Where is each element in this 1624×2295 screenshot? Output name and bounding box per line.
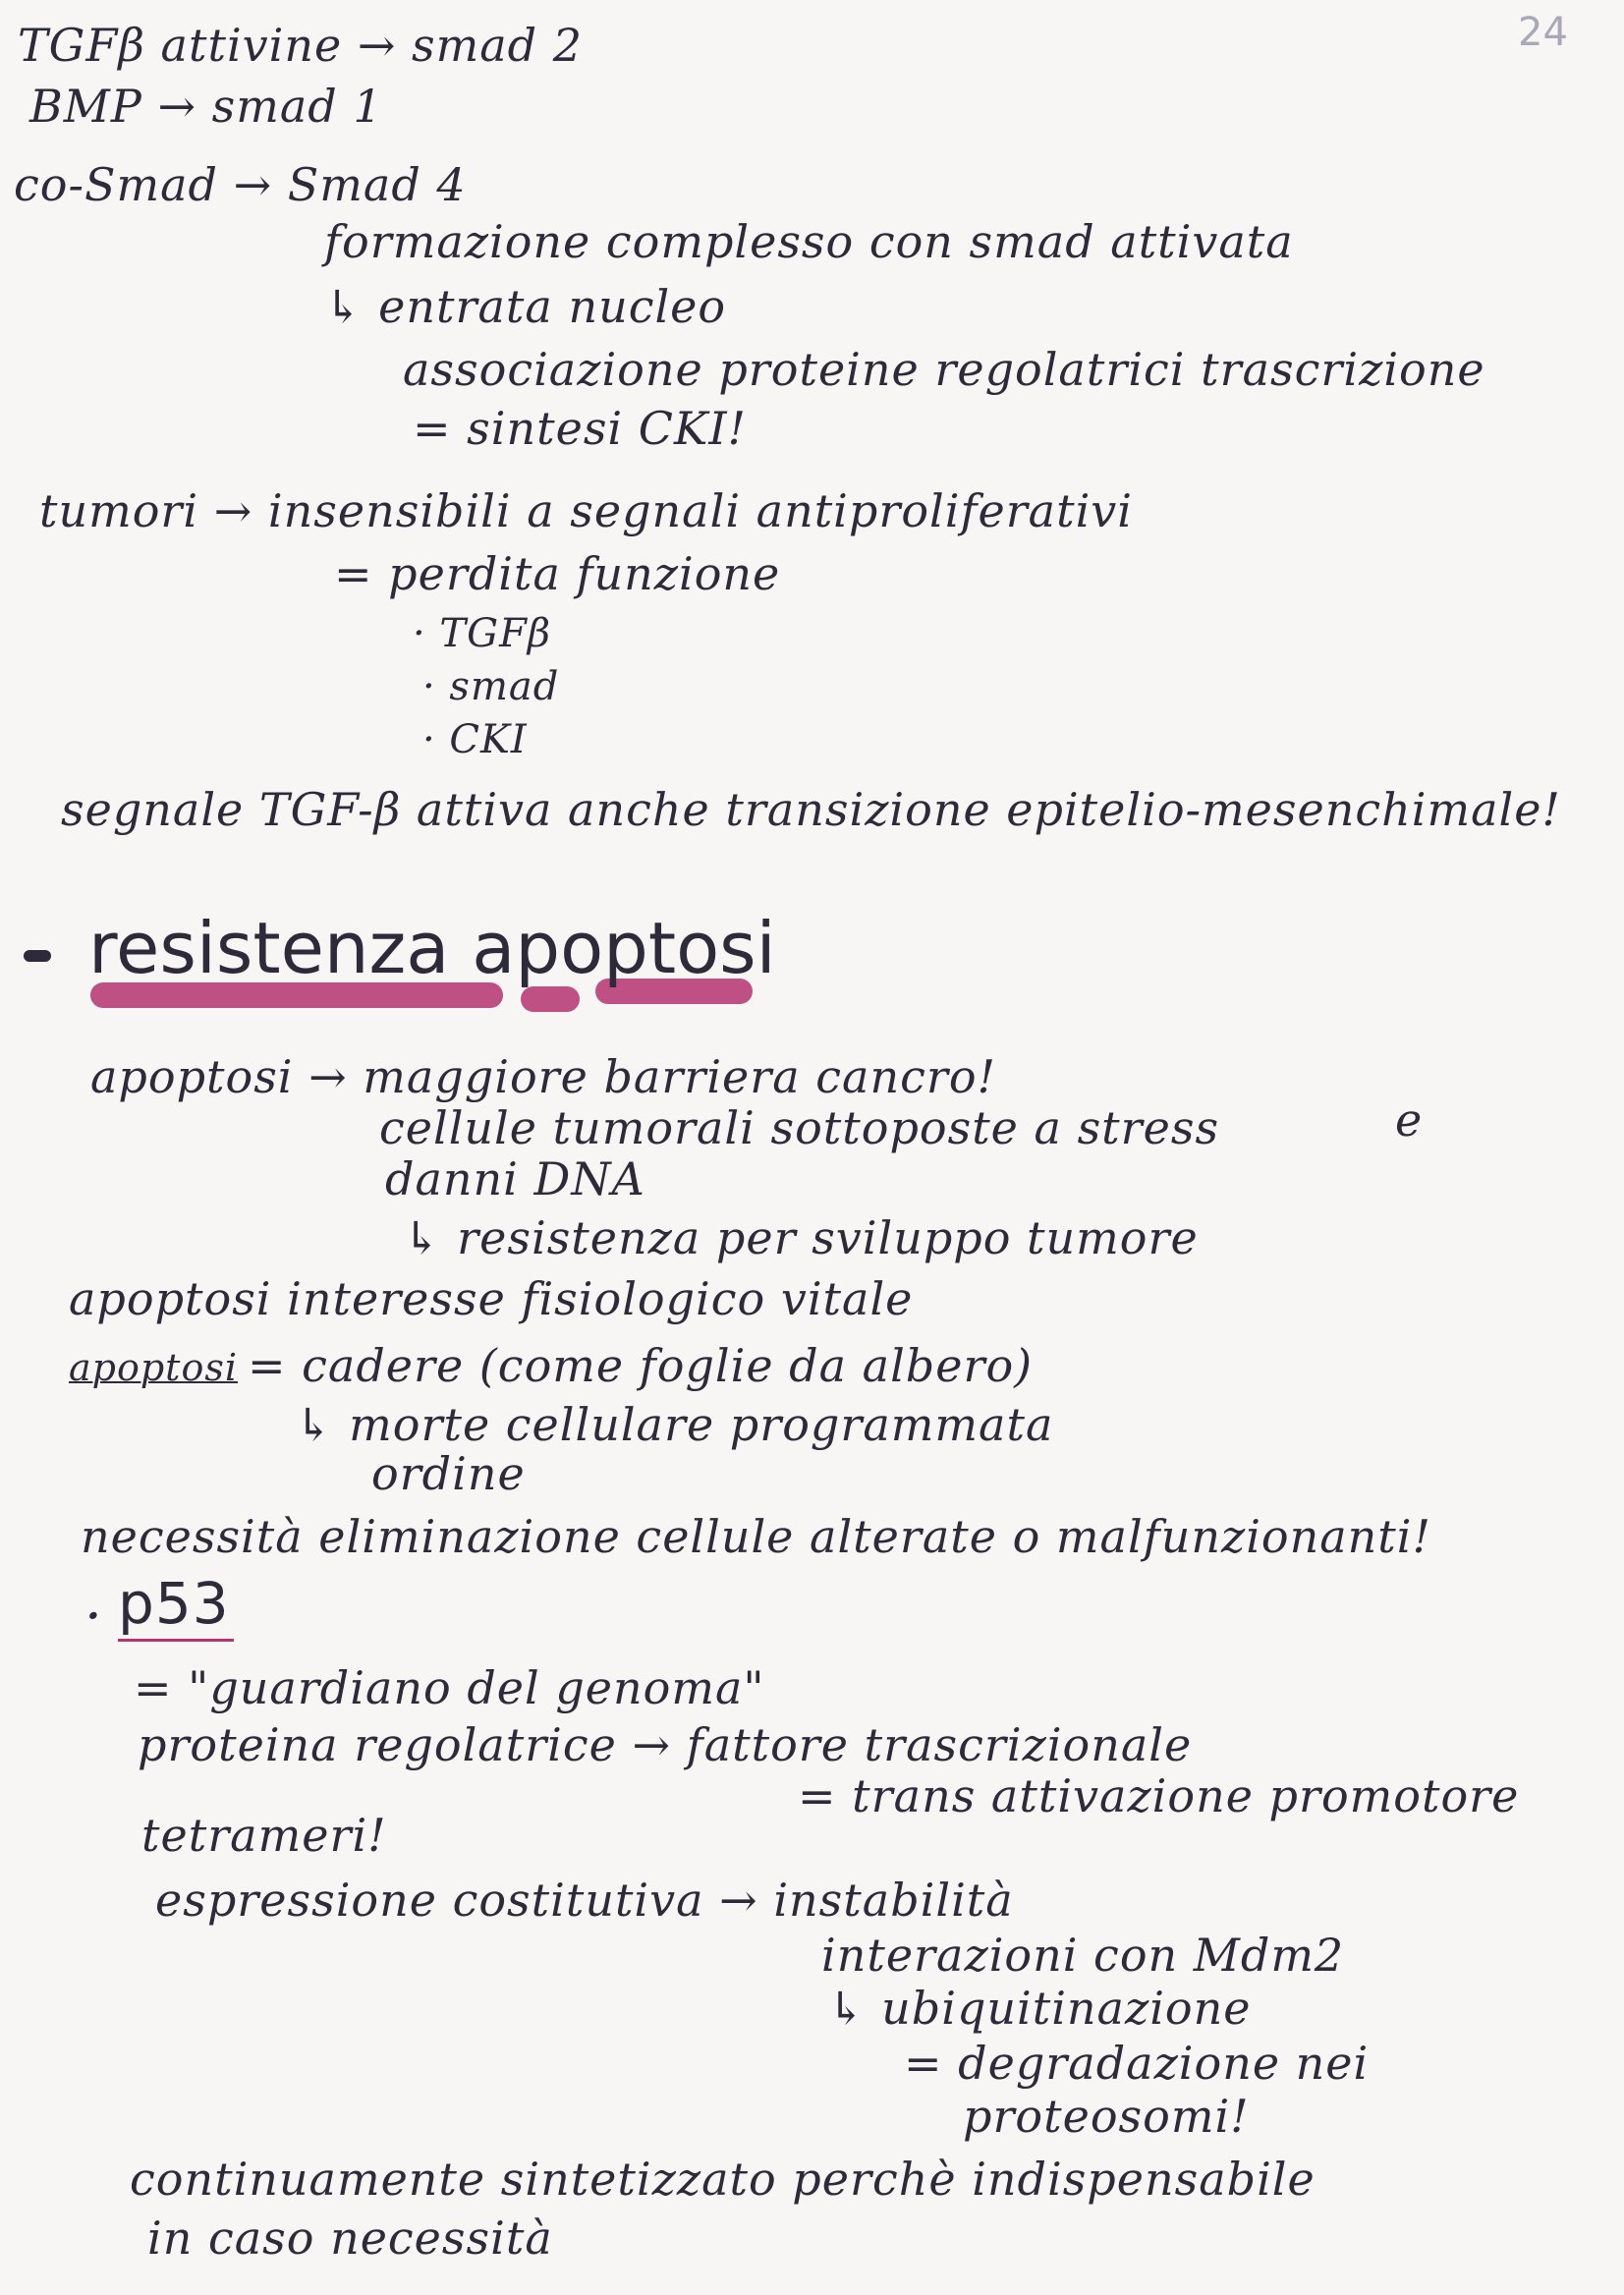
section-heading: resistenza apoptosi [88, 907, 776, 989]
page-number: 24 [1518, 10, 1568, 55]
note-line: apoptosi → maggiore barriera cancro! [90, 1050, 997, 1103]
note-line: ↳ ubiquitinazione [827, 1982, 1252, 2035]
note-line: BMP → smad 1 [29, 80, 383, 133]
note-line: necessità eliminazione cellule alterate o malfunzionanti! [81, 1510, 1431, 1563]
note-line: danni DNA [385, 1152, 645, 1205]
bullet-item: · CKI [422, 717, 528, 762]
note-line: proteina regolatrice → fattore trascrizionale [138, 1718, 1193, 1771]
note-line: ↳ entrata nucleo [324, 280, 727, 333]
p53-underline [118, 1639, 234, 1642]
note-line: e [1395, 1093, 1424, 1147]
note-line: = trans attivazione promotore [798, 1769, 1520, 1822]
note-line: formazione complesso con smad attivata [324, 215, 1294, 268]
note-line: = degradazione nei [904, 2037, 1370, 2090]
note-line: continuamente sintetizzato perchè indispensabile [130, 2153, 1316, 2206]
note-line: cellule tumorali sottoposte a stress [379, 1101, 1220, 1154]
note-line: ordine [371, 1447, 526, 1500]
note-line: associazione proteine regolatrici trascrizione [403, 343, 1485, 396]
note-line: ↳ morte cellulare programmata [295, 1398, 1054, 1451]
note-line: co-Smad → Smad 4 [14, 158, 467, 211]
bullet-item: · smad [422, 664, 560, 709]
note-line: = "guardiano del genoma" [134, 1661, 765, 1714]
note-line: = sintesi CKI! [413, 402, 747, 455]
note-line: = cadere (come foglie da albero) [248, 1339, 1034, 1392]
note-line: segnale TGF-β attiva anche transizione epitelio-mesenchimale! [61, 783, 1561, 836]
bullet-item: · TGFβ [413, 611, 551, 656]
note-line: proteosomi! [963, 2090, 1250, 2143]
note-line: apoptosi interesse fisiologico vitale [69, 1272, 914, 1325]
heading-dash [24, 950, 51, 962]
underlined-term: apoptosi [69, 1346, 238, 1389]
bullet-dot: · [84, 1585, 103, 1649]
note-line: tumori → insensibili a segnali antiproliferativi [39, 484, 1134, 537]
note-line: in caso necessità [147, 2211, 553, 2265]
note-line: tetrameri! [141, 1809, 387, 1862]
note-line: TGFβ attivine → smad 2 [18, 19, 583, 72]
p53-title: p53 [118, 1570, 230, 1637]
note-line: = perdita funzione [334, 547, 781, 600]
note-line: espressione costitutiva → instabilità [155, 1874, 1014, 1927]
note-line: ↳ resistenza per sviluppo tumore [403, 1211, 1199, 1264]
note-line: interazioni con Mdm2 [821, 1929, 1345, 1982]
